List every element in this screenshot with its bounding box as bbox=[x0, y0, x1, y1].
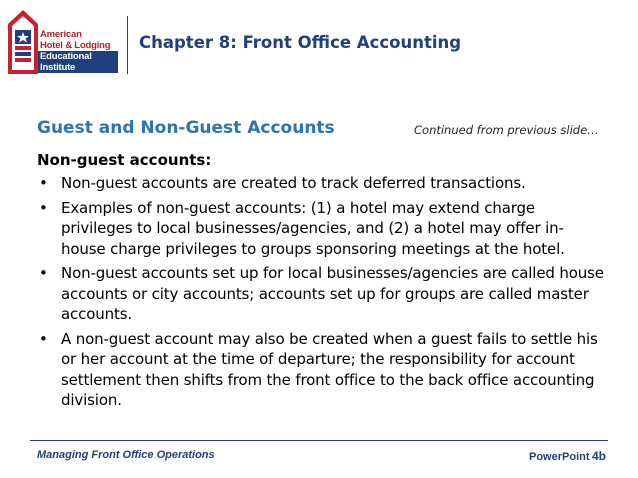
slide-heading: Guest and Non-Guest Accounts bbox=[37, 118, 335, 138]
bullet-icon: • bbox=[39, 264, 48, 282]
house-logo-icon bbox=[6, 8, 40, 76]
bullet-icon: • bbox=[39, 174, 48, 192]
institute-logo bbox=[6, 8, 118, 76]
bullet-text: Examples of non-guest accounts: (1) a hotel may extend charge privileges to local businesses/agencies, and (2) a hotel may offer in-house charge privileges to groups sponsoring meetings at the hotel. bbox=[61, 198, 565, 258]
subheading: Non-guest accounts: bbox=[37, 151, 212, 169]
logo-text bbox=[40, 29, 118, 73]
bullet-list bbox=[37, 173, 607, 411]
slide-content bbox=[37, 150, 607, 415]
bullet-icon: • bbox=[39, 198, 48, 217]
footer-powerpoint-label: PowerPoint bbox=[529, 451, 590, 463]
bullet-text: Non-guest accounts are created to track deferred transactions. bbox=[61, 174, 526, 192]
logo-line-2: Hotel & Lodging bbox=[40, 40, 111, 51]
footer-course-title: Managing Front Office Operations bbox=[37, 449, 215, 461]
list-item bbox=[37, 329, 607, 411]
logo-line-1: American bbox=[40, 29, 82, 40]
slide-number: 4b bbox=[592, 449, 607, 463]
header-divider bbox=[127, 16, 128, 74]
chapter-title: Chapter 8: Front Office Accounting bbox=[139, 33, 462, 52]
footer-divider bbox=[30, 440, 608, 441]
continued-note: Continued from previous slide… bbox=[414, 123, 599, 137]
bullet-text: Non-guest accounts set up for local businesses/agencies are called house accounts or city accounts; accounts set up for groups are called master accounts. bbox=[61, 264, 604, 323]
list-item bbox=[37, 173, 607, 194]
bullet-text: A non-guest account may also be created when a guest fails to settle his or her account at the time of departure; the responsibility for account settlement then shifts from the front office to the back office accounting division. bbox=[61, 329, 598, 409]
bullet-icon: • bbox=[39, 329, 48, 348]
list-item bbox=[37, 198, 607, 260]
logo-line-3: Educational Institute bbox=[38, 51, 118, 73]
list-item bbox=[37, 263, 607, 325]
